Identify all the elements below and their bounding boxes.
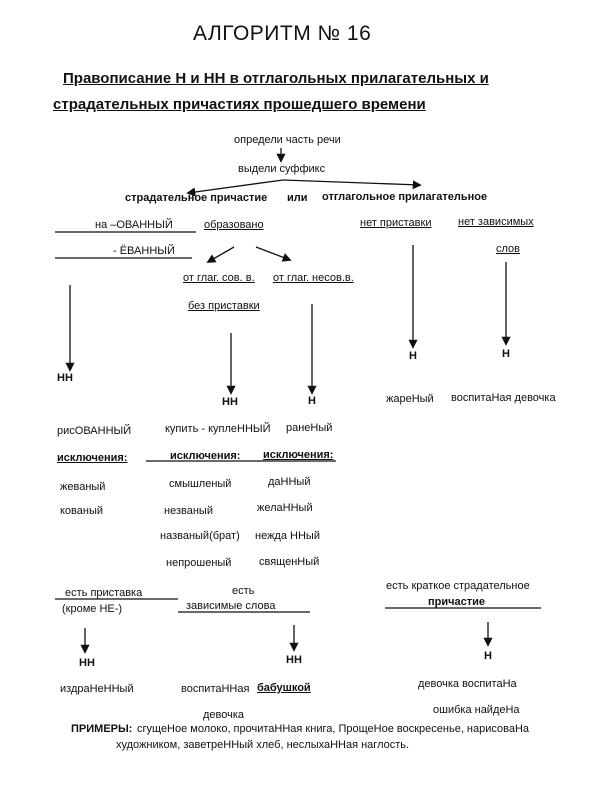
imperfective-label: от глаг. несов.в. — [273, 272, 354, 284]
page-title: АЛГОРИТМ № 16 — [193, 22, 372, 45]
no-dependents-label-1: нет зависимых — [458, 216, 534, 228]
bottom-n-3: Н — [484, 650, 492, 662]
bottom-example-3a: девочка воспитаНа — [418, 678, 517, 690]
exception-col3-3: священНый — [259, 556, 320, 568]
bottom-example-2a: воспитаННая — [181, 683, 250, 695]
perfective-label: от глаг. сов. в. — [183, 272, 255, 284]
example-zhareny: жареНый — [386, 393, 434, 405]
bottom-nn-2: НН — [286, 654, 302, 666]
footer-text-2: художником, заветреННый хлеб, неслыхаННая наглость. — [116, 739, 410, 751]
bottom-example-2b: бабушкой — [257, 682, 311, 694]
dependents-label: зависимые слова — [186, 600, 276, 612]
exception-col2-2: названый(брат) — [160, 530, 240, 542]
no-prefix-label: нет приставки — [360, 217, 432, 229]
exceptions-label-2: исключения: — [170, 450, 241, 462]
exception-col3-2: нежда ННый — [255, 530, 320, 542]
no-dependents-label-2: слов — [496, 243, 521, 255]
step-part-of-speech: определи часть речи — [234, 134, 341, 146]
exception-col3-1: желаННый — [257, 502, 313, 514]
example-vospitanaya: воспитаНая девочка — [451, 392, 556, 404]
no-prefix-perfective: без приставки — [188, 300, 260, 312]
result-nn-mid: НН — [222, 396, 238, 408]
subtitle-line-1: Правописание Н и НН в отглагольных прилагательных и — [63, 70, 489, 87]
category-participle: страдательное причастие — [125, 192, 268, 204]
result-n-prefix: Н — [409, 350, 417, 362]
arrow-to-imperfective — [256, 247, 290, 260]
example-risovanny: рисОВАННЫЙ — [57, 425, 132, 437]
suffix-ovanny: на –ОВАННЫЙ — [95, 219, 173, 231]
example-raneny: ранеНый — [286, 422, 333, 434]
bottom-example-3b: ошибка найдеНа — [433, 704, 520, 716]
has-prefix-label: есть приставка — [65, 587, 143, 599]
footer-text-1: сгущеНое молоко, прочитаННая книга, ПрощеНое воскресенье, нарисоваНа — [137, 723, 530, 735]
has-label: есть — [232, 585, 255, 597]
subtitle-line-2: страдательных причастиях прошедшего времени — [53, 96, 426, 113]
footer-label: ПРИМЕРЫ: — [71, 723, 133, 735]
bottom-example-2c: девочка — [203, 709, 245, 721]
bottom-nn-1: НН — [79, 657, 95, 669]
formed-label: образовано — [204, 219, 264, 231]
exception-col1-0: жеваный — [60, 481, 106, 493]
exception-col2-1: незваный — [164, 505, 213, 517]
result-n-dependents: Н — [502, 348, 510, 360]
bottom-example-1: издраНеННый — [60, 683, 134, 695]
short-form-label-1: есть краткое страдательное — [386, 580, 530, 592]
example-kuplenny: купить - куплеННЫЙ — [165, 423, 271, 435]
exception-col3-0: даННый — [268, 476, 311, 488]
arrow-suffix-to-adjective — [283, 180, 420, 185]
exception-col1-1: кованый — [60, 505, 104, 517]
except-ne-label: (кроме НЕ-) — [62, 603, 123, 615]
result-nn-left: НН — [57, 372, 73, 384]
short-form-label-2: причастие — [428, 596, 486, 608]
exceptions-label-3: исключения: — [263, 449, 334, 461]
category-or: или — [287, 192, 308, 204]
suffix-evanny: - ЁВАННЫЙ — [113, 245, 175, 257]
exceptions-label-1: исключения: — [57, 452, 128, 464]
arrow-to-perfective — [208, 247, 234, 262]
result-n-mid: Н — [308, 395, 316, 407]
step-suffix: выдели суффикс — [238, 163, 326, 175]
category-adjective: отглагольное прилагательное — [322, 191, 488, 203]
exception-col2-0: смышленый — [169, 478, 232, 490]
exception-col2-3: непрошеный — [166, 557, 232, 569]
